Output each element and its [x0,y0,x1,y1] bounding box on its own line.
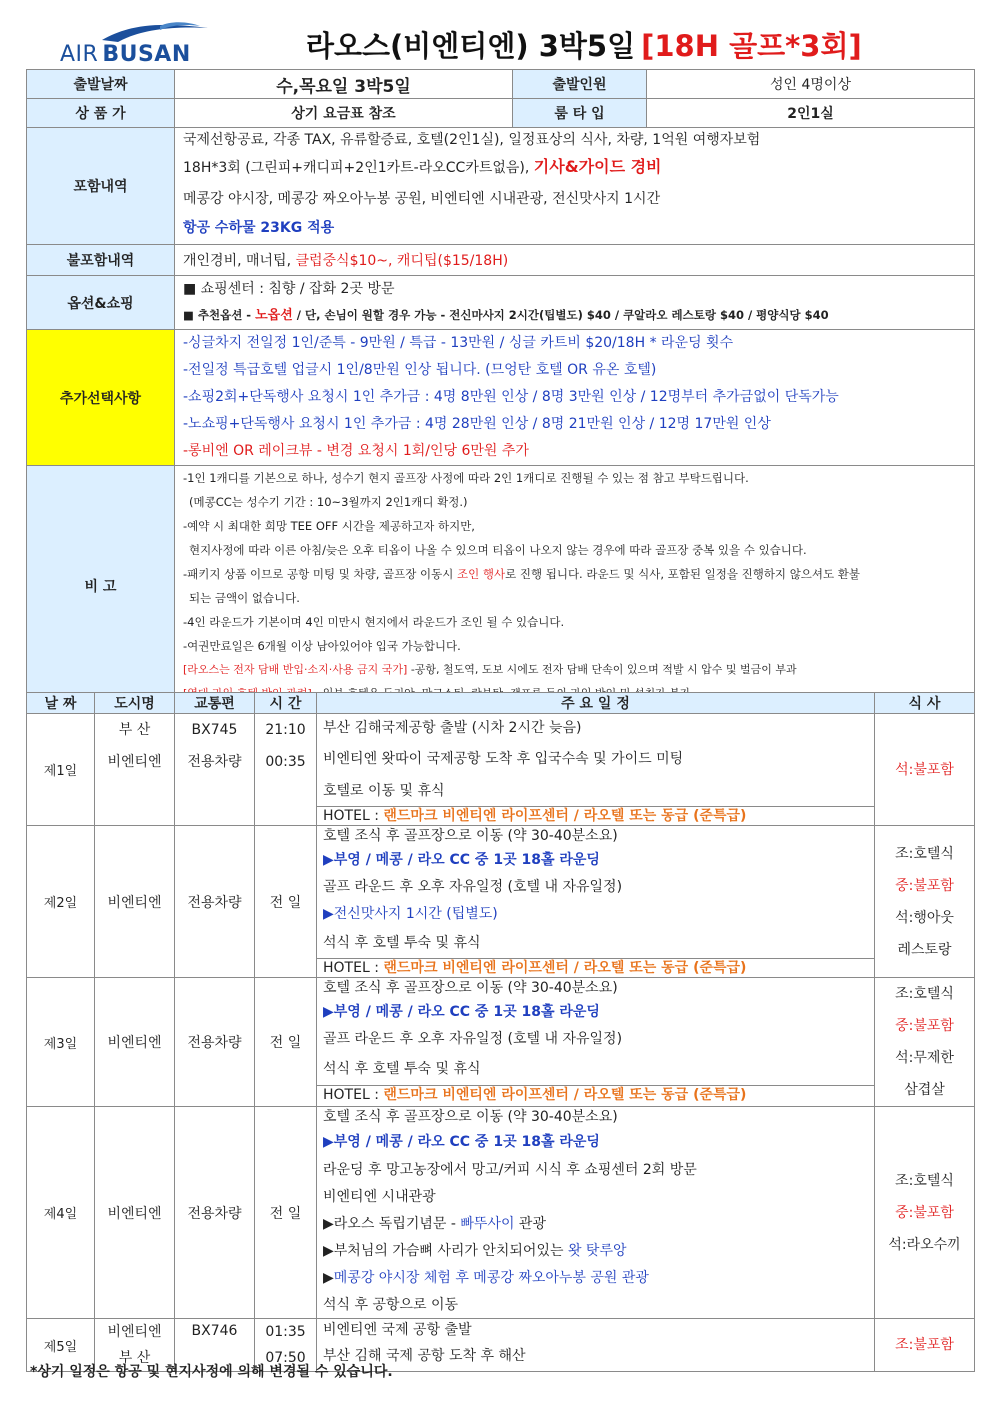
footnote: *상기 일정은 항공 및 현지사정에 의해 변경될 수 있습니다. [30,1364,393,1380]
options-label: 옵션&쇼핑 [27,276,175,330]
day-3-meal-breakfast: 조:호텔식 [895,986,954,1002]
remarks-line-7: -4인 라운드가 기본이며 4인 미만시 현지에서 라운드가 조인 될 수 있습니다. [183,615,565,629]
day-3-line-3: 골프 라운드 후 오후 자유일정 (호텔 내 자유일정) [323,1031,623,1047]
day-4-line-7a: ▶ [323,1270,334,1286]
day-3-meal [875,978,975,1107]
day-5-meal [875,1319,975,1372]
remarks-line-9 [183,658,966,682]
day-4-line-6 [323,1238,868,1265]
day-3-hotel [317,1085,874,1104]
header-schedule: 주 요 일 정 [317,693,875,714]
day-4-city: 비엔티엔 [95,1107,175,1319]
day-1-time-1: 21:10 [265,722,306,738]
excluded-red-text: 클럽중식$10~, 캐디팁($15/18H) [295,253,509,269]
day-1-time-2: 00:35 [265,754,306,770]
logo-busan: BUSAN [102,42,191,67]
day-4-line-4: 비엔티엔 시내관광 [323,1189,436,1205]
day-5-time-1: 01:35 [265,1324,306,1340]
extra-row [27,330,975,466]
remarks-row [27,466,975,707]
remarks-e-cigarette: [라오스는 전자 담배 반입·소지·사용 금지 국가] [183,663,408,676]
day-2-transport: 전용차량 [175,826,255,978]
day-2-line-5: 석식 후 호텔 투숙 및 휴식 [323,935,481,951]
day-2-line-1: 호텔 조식 후 골프장으로 이동 (약 30-40분소요) [323,828,618,844]
excluded-row [27,245,975,276]
day-4-line-6a: ▶부처님의 가슴뼈 사리가 안치되어있는 [323,1243,568,1259]
included-line-2 [183,152,966,183]
remarks-line-1: -1인 1캐디를 기본으로 하나, 성수기 현지 골프장 사정에 따라 2인 1캐디로 진행될 수 있는 점 참고 부탁드립니다. [183,471,749,485]
day-2-meal [875,826,975,978]
day-4-row [27,1107,975,1319]
day-1-time [255,714,317,826]
day-4-meal-breakfast: 조:호텔식 [895,1172,954,1189]
day-2-row [27,826,975,978]
product-label: 상 품 가 [27,99,175,128]
day-2-meal-breakfast: 조:호텔식 [895,845,954,862]
title-highlight: [18H 골프*3회] [641,29,862,63]
day-3-hotel-prefix: HOTEL : [323,1087,384,1103]
day-4-line-5a: ▶라오스 독립기념문 - [323,1216,461,1232]
day-3-label: 제3일 [27,978,95,1107]
day-4-that-luang: 왓 탓루앙 [567,1243,627,1259]
day-3-line-4: 석식 후 호텔 투숙 및 휴식 [323,1061,481,1077]
day-1-label: 제1일 [27,714,95,826]
day-2-time: 전 일 [255,826,317,978]
day-4-line-5 [323,1211,868,1238]
remarks-line-6: 되는 금액이 없습니다. [189,591,300,605]
day-4-schedule [317,1107,875,1319]
options-line-2b: / 단, 손님이 원할 경우 가능 - 전신마사지 2시간(팁별도) $40 / 쿠알라오 레스토랑 $40 / 평양식당 $40 [292,308,829,322]
logo-air: AIR [60,42,99,67]
people-value: 성인 4명이상 [647,70,975,99]
day-2-line-3: 골프 라운드 후 오후 자유일정 (호텔 내 자유일정) [323,879,623,895]
title-main: 라오스(비엔티엔) 3박5일 [306,29,636,63]
day-1-hotel-name: 랜드마크 비엔티엔 라이프센터 / 라오텔 또는 동급 (준특급) [383,808,747,824]
room-value: 2인1실 [647,99,975,128]
remarks-line-3: -예약 시 최대한 희망 TEE OFF 시간을 제공하고자 하지만, [183,519,475,533]
excluded-text: 개인경비, 매너팁, [183,253,296,269]
day-2-schedule [317,826,875,978]
day-2-hotel [317,958,874,977]
day-4-line-1: 호텔 조식 후 골프장으로 이동 (약 30-40분소요) [323,1109,618,1125]
included-line-4: 항공 수하물 23KG 적용 [183,220,335,236]
day-3-city: 비엔티엔 [95,978,175,1107]
day-5-label: 제5일 [27,1319,95,1372]
day-4-line-3: 라운딩 후 망고농장에서 망고/커피 시식 후 쇼핑센터 2회 방문 [323,1162,697,1178]
departure-label: 출발날짜 [27,70,175,99]
remarks-line-5 [183,562,966,586]
day-5-line-2: 부산 김해 국제 공항 도착 후 해산 [323,1348,526,1364]
people-label: 출발인원 [513,70,647,99]
header-meal: 식 사 [875,693,975,714]
day-3-line-1: 호텔 조식 후 골프장으로 이동 (약 30-40분소요) [323,980,618,996]
day-5-line-1: 비엔티엔 국제 공항 출발 [323,1322,472,1338]
product-info-table [26,69,975,707]
extra-line-2: -전일정 특급호텔 업글시 1인/8만원 인상 됩니다. (므엉탄 호텔 OR 유온 호텔) [183,362,657,378]
day-4-meal-dinner: 석:라오수끼 [888,1236,961,1253]
day-2-meal-dinner-2: 레스토랑 [897,941,952,958]
header-date: 날 짜 [27,693,95,714]
day-1-hotel-prefix: HOTEL : [323,808,384,824]
day-5-meal-breakfast: 조:불포함 [895,1337,954,1353]
day-3-hotel-name: 랜드마크 비엔티엔 라이프센터 / 라오텔 또는 동급 (준특급) [383,1087,747,1103]
itinerary-table [26,692,975,1372]
day-2-city: 비엔티엔 [95,826,175,978]
day-2-meal-dinner: 석:행아웃 [895,909,954,926]
day-1-hotel [317,806,874,825]
day-1-transport-1: BX745 [191,722,238,738]
page-title [306,24,862,65]
day-4-line-2: ▶부영 / 메콩 / 라오 CC 중 1곳 18홀 라운딩 [323,1134,600,1150]
bird-logo-icon [100,22,210,44]
extra-line-5: -롱비엔 OR 레이크뷰 - 변경 요청시 1회/인당 6만원 추가 [183,443,529,459]
day-4-night-market: 메콩강 야시장 체험 후 메콩강 짜오아누봉 공원 관광 [333,1270,649,1286]
options-line-1: ■ 쇼핑센터 : 침향 / 잡화 2곳 방문 [183,281,395,297]
options-no-option: 노옵션 [255,308,293,323]
day-3-schedule [317,978,875,1107]
day-1-line-3: 호텔로 이동 및 휴식 [323,783,445,799]
day-5-city-1: 비엔티엔 [107,1324,162,1340]
itinerary-header-row [27,693,975,714]
extra-line-3: -쇼핑2회+단독행사 요청시 1인 추가금 : 4명 8만원 인상 / 8명 3만원 인상 / 12명부터 추가금없이 단독가능 [183,389,839,405]
day-1-meal [875,714,975,826]
included-line-1: 국제선항공료, 각종 TAX, 유류할증료, 호텔(2인1실), 일정표상의 식사, 차량, 1억원 여행자보험 [183,132,761,148]
day-1-meal-dinner: 석:불포함 [895,761,954,778]
day-4-line-5b: 관광 [514,1216,546,1232]
day-5-schedule [317,1319,875,1372]
day-5-time-2: 07:50 [265,1350,306,1366]
room-label: 룸 타 입 [513,99,647,128]
day-3-transport: 전용차량 [175,978,255,1107]
remarks-label: 비 고 [27,466,175,707]
day-2-meal-lunch: 중:불포함 [895,877,954,894]
included-line-2-red: 기사&가이드 경비 [533,157,662,176]
day-3-time: 전 일 [255,978,317,1107]
remarks-join: 조인 행사 [457,567,506,581]
extra-label: 추가선택사항 [27,330,175,466]
day-2-hotel-name: 랜드마크 비엔티엔 라이프센터 / 라오텔 또는 동급 (준특급) [383,960,747,976]
remarks-line-2: (메콩CC는 성수기 기간 : 10~3월까지 2인1캐디 확정.) [189,495,468,509]
departure-row [27,70,975,99]
day-2-line-4: ▶전신맛사지 1시간 (팁별도) [323,906,498,922]
day-1-city-1: 부 산 [118,722,151,738]
day-3-meal-lunch: 중:불포함 [895,1018,954,1034]
day-3-meal-dinner-2: 삼겹살 [904,1082,945,1098]
logo-text [60,42,191,67]
excluded-label: 불포함내역 [27,245,175,276]
header-transport: 교통편 [175,693,255,714]
extra-line-1: -싱글차지 전일정 1인/준특 - 9만원 / 특급 - 13만원 / 싱글 카트비 $20/18H * 라운딩 횟수 [183,335,734,351]
extra-line-4: -노쇼핑+단독행사 요청시 1인 추가금 : 4명 28만원 인상 / 8명 21만원 인상 / 12명 17만원 인상 [183,416,771,432]
header-city: 도시명 [95,693,175,714]
day-3-row [27,978,975,1107]
included-line-2-text: 18H*3회 (그린피+캐디피+2인1카트-라오CC카트없음), [183,160,534,176]
options-row [27,276,975,330]
day-1-transport [175,714,255,826]
remarks-line-4: 현지사정에 따라 이른 아침/늦은 오후 티옵이 나올 수 있으며 티옵이 나오지 않는 경우에 따라 골프장 중복 있을 수 있습니다. [189,543,807,557]
day-1-schedule [317,714,875,826]
remarks-line-8: -여권만료일은 6개월 이상 남아있어야 입국 가능합니다. [183,639,461,653]
day-1-city [95,714,175,826]
day-1-line-1: 부산 김해국제공항 출발 (시차 2시간 늦음) [323,720,582,736]
options-line-2 [183,302,966,329]
day-4-meal [875,1107,975,1319]
departure-value: 수,목요일 3박5일 [175,70,513,99]
day-2-label: 제2일 [27,826,95,978]
day-3-line-2: ▶부영 / 메콩 / 라오 CC 중 1곳 18홀 라운딩 [323,1004,600,1020]
day-5-transport: BX746 [175,1319,255,1372]
day-1-city-2: 비엔티엔 [107,754,162,770]
included-label: 포함내역 [27,128,175,245]
day-4-meal-lunch: 중:불포함 [895,1204,954,1221]
day-4-transport: 전용차량 [175,1107,255,1319]
day-5-city-2: 부 산 [118,1350,151,1366]
day-2-hotel-prefix: HOTEL : [323,960,384,976]
header-time: 시 간 [255,693,317,714]
day-1-line-2: 비엔티엔 왓따이 국제공항 도착 후 입국수속 및 가이드 미팅 [323,751,684,767]
included-line-3: 메콩강 야시장, 메콩강 짜오아누봉 공원, 비엔티엔 시내관광, 전신맛사지 1시간 [183,191,661,207]
remarks-line-5a: -패키지 상품 이므로 공항 미팅 및 차량, 골프장 이동시 [183,567,457,581]
day-4-time: 전 일 [255,1107,317,1319]
day-4-patuxai: 빠뚜사이 [460,1216,515,1232]
day-1-row [27,714,975,826]
product-row [27,99,975,128]
remarks-line-5b: 로 진행 됩니다. 라운드 및 식사, 포함된 일정을 진행하지 않으셔도 환불 [505,567,861,581]
day-4-line-8: 석식 후 공항으로 이동 [323,1297,459,1313]
day-2-line-2: ▶부영 / 메콩 / 라오 CC 중 1곳 18홀 라운딩 [323,852,600,868]
day-3-meal-dinner: 석:무제한 [895,1050,954,1066]
included-row [27,128,975,245]
product-value: 상기 요금표 참조 [175,99,513,128]
day-1-transport-2: 전용차량 [187,754,242,770]
day-4-label: 제4일 [27,1107,95,1319]
air-busan-logo [60,22,210,68]
remarks-line-9b: -공항, 철도역, 도보 시에도 전자 담배 단속이 있으며 적발 시 압수 및 벌금이 부과 [407,663,797,676]
day-4-line-7 [323,1265,868,1292]
options-line-2a: ■ 추천옵션 - [183,308,256,322]
